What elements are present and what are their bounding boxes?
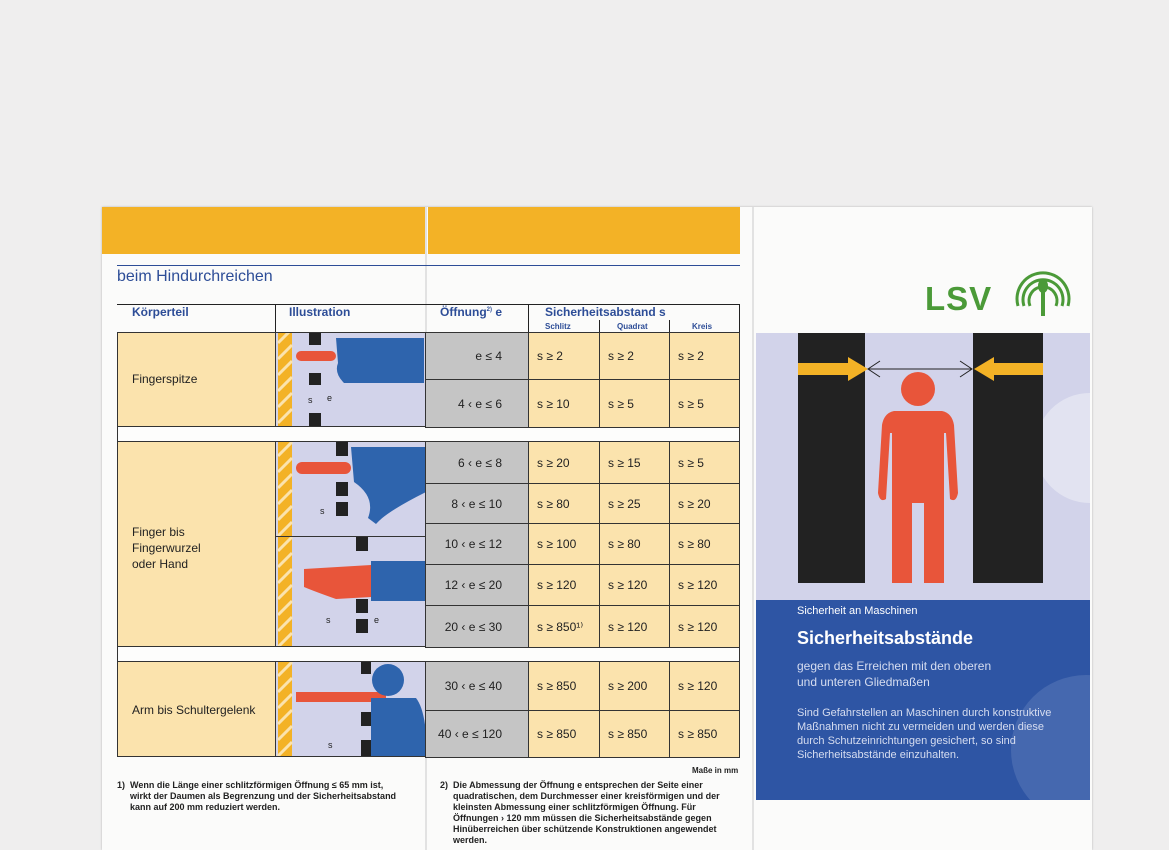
cell-slot-0 — [528, 332, 600, 380]
circle-value: s ≥ 120 — [678, 679, 718, 693]
square-value: s ≥ 200 — [608, 679, 648, 693]
footnote-2: Die Abmessung der Öffnung e entsprechen der Seite einer quadratischen, dem Durchmesser einer kreisförmigen und der kleinsten Abmessung einer schlitzförmigen Öffnung. Für Öffnungen › 120 mm müssen die Sicherheitsabstände gegen Hinüberreichen über schützende Konstruktionen angewendet werden. — [453, 780, 720, 845]
illustration-hand-lower — [275, 536, 426, 647]
cover-subtitle-line-2: und unteren Gliedmaßen — [797, 675, 930, 689]
cell-square-6 — [599, 605, 670, 648]
yellow-header-bar-middle — [428, 207, 740, 254]
header-opening-label: Öffnung — [440, 305, 487, 319]
circle-value: s ≥ 850 — [678, 727, 718, 741]
cell-opening-7 — [425, 661, 529, 711]
cell-circle-4 — [669, 523, 740, 565]
opening-value: 20 ‹ e ≤ 30 — [444, 619, 502, 634]
cell-slot-4 — [528, 523, 600, 565]
finger-diagram — [276, 442, 426, 537]
svg-text:s: s — [326, 615, 331, 625]
cover-body-line-4: Sicherheitsabstände einzuhalten. — [797, 749, 960, 761]
cover-body-line-2: Maßnahmen nicht zu vermeiden und werden diese — [797, 721, 1045, 733]
square-value: s ≥ 5 — [608, 396, 634, 411]
cover-body-line-3: durch Schutzeinrichtungen gesichert, so sind — [797, 735, 1016, 747]
svg-text:e: e — [327, 393, 333, 403]
header-opening — [440, 305, 502, 319]
cell-circle-5 — [669, 564, 740, 606]
cell-slot-6 — [528, 605, 600, 648]
cell-square-2 — [599, 441, 670, 484]
illustration-finger-upper — [275, 441, 426, 537]
group-gap-1 — [117, 426, 740, 442]
cell-opening-1 — [425, 379, 529, 428]
cell-circle-1 — [669, 379, 740, 428]
slot-value: s ≥ 850¹⁾ — [537, 619, 584, 634]
cell-slot-7 — [528, 661, 600, 711]
body-part-finger-hand: Finger bis Fingerwurzel oder Hand — [132, 525, 201, 571]
circle-value: s ≥ 20 — [678, 496, 711, 511]
header-opening-symbol: e — [495, 305, 503, 319]
header-divider-1 — [275, 304, 276, 332]
cover-subtitle-line-1: gegen das Erreichen mit den oberen — [797, 659, 992, 673]
cell-square-8 — [599, 710, 670, 758]
cell-slot-1 — [528, 379, 600, 428]
cell-square-4 — [599, 523, 670, 565]
slot-value: s ≥ 80 — [537, 496, 570, 511]
opening-value: 6 ‹ e ≤ 8 — [458, 455, 502, 470]
slot-value: s ≥ 850 — [537, 727, 577, 741]
header-divider-3 — [599, 320, 600, 332]
cover-illustration — [756, 333, 1090, 600]
circle-value: s ≥ 80 — [678, 537, 711, 551]
opening-value: 4 ‹ e ≤ 6 — [458, 396, 502, 411]
cell-opening-8 — [425, 710, 529, 758]
header-opening-note: 2) — [486, 307, 492, 313]
cover-subtitle — [797, 658, 991, 690]
cell-slot-3 — [528, 483, 600, 524]
hand-diagram — [276, 537, 426, 647]
header-divider-4 — [669, 320, 670, 332]
opening-value: 12 ‹ e ≤ 20 — [444, 578, 502, 592]
circle-value: s ≥ 120 — [678, 578, 718, 592]
slot-value: s ≥ 850 — [537, 679, 577, 693]
illustration-arm — [275, 661, 426, 757]
svg-text:e: e — [374, 615, 380, 625]
cell-circle-0 — [669, 332, 740, 380]
fold-line-2 — [752, 207, 754, 850]
cell-square-1 — [599, 379, 670, 428]
lsv-logo-text: LSV — [925, 280, 993, 317]
lsv-logo-icon — [1010, 256, 1076, 320]
footnote-1: Wenn die Länge einer schlitzförmigen Öffnung ≤ 65 mm ist, wirkt der Daumen als Begrenzung und der Sicherheitsabstand kann auf 200 mm reduziert werden. — [130, 780, 397, 812]
cell-circle-7 — [669, 661, 740, 711]
cell-circle-3 — [669, 483, 740, 524]
slot-value: s ≥ 100 — [537, 537, 577, 551]
cell-slot-8 — [528, 710, 600, 758]
cell-circle-2 — [669, 441, 740, 484]
square-value: s ≥ 2 — [608, 349, 634, 363]
cell-slot-2 — [528, 441, 600, 484]
slot-value: s ≥ 20 — [537, 455, 570, 470]
cell-opening-2 — [425, 441, 529, 484]
footnote-1-mark: 1) — [117, 780, 126, 790]
header-circle: Kreis — [692, 322, 713, 331]
opening-value: 40 ‹ e ≤ 120 — [438, 727, 502, 741]
header-divider-5 — [739, 304, 740, 332]
fingertip-diagram — [276, 333, 426, 427]
header-body-part: Körperteil — [132, 305, 189, 319]
header-illustration: Illustration — [289, 305, 351, 319]
circle-value: s ≥ 120 — [678, 619, 718, 634]
footnote-2-mark: 2) — [440, 780, 449, 790]
cell-square-7 — [599, 661, 670, 711]
svg-text:s: s — [328, 740, 333, 750]
body-part-arm: Arm bis Schultergelenk — [132, 703, 256, 717]
illustration-fingertip — [275, 332, 426, 427]
header-safety-distance: Sicherheitsabstand s — [545, 305, 666, 319]
square-value: s ≥ 80 — [608, 537, 641, 551]
cell-opening-5 — [425, 564, 529, 606]
header-square: Quadrat — [617, 322, 648, 331]
cover-title: Sicherheitsabstände — [797, 628, 974, 648]
svg-text:s: s — [320, 506, 325, 516]
units-note: Maße in mm — [692, 766, 739, 775]
circle-value: s ≥ 2 — [678, 349, 704, 363]
cover-body-text — [797, 706, 1051, 762]
cell-opening-0 — [425, 332, 529, 380]
slot-value: s ≥ 120 — [537, 578, 577, 592]
square-value: s ≥ 25 — [608, 496, 641, 511]
opening-value: 10 ‹ e ≤ 12 — [444, 537, 502, 551]
slot-value: s ≥ 10 — [537, 396, 570, 411]
cell-opening-4 — [425, 523, 529, 565]
cover-series: Sicherheit an Maschinen — [797, 605, 918, 617]
cell-square-3 — [599, 483, 670, 524]
group-gap-2 — [117, 646, 740, 662]
slot-value: s ≥ 2 — [537, 349, 563, 363]
cell-opening-3 — [425, 483, 529, 524]
square-value: s ≥ 850 — [608, 727, 648, 741]
square-value: s ≥ 15 — [608, 455, 641, 470]
opening-value: 30 ‹ e ≤ 40 — [444, 679, 502, 693]
cell-square-5 — [599, 564, 670, 606]
square-value: s ≥ 120 — [608, 619, 648, 634]
square-value: s ≥ 120 — [608, 578, 648, 592]
cover-body-line-1: Sind Gefahrstellen an Maschinen durch konstruktive — [797, 707, 1052, 719]
arm-diagram — [276, 662, 426, 757]
section-title: beim Hindurchreichen — [117, 268, 273, 285]
cell-opening-6 — [425, 605, 529, 648]
body-part-fingertip: Fingerspitze — [132, 372, 198, 386]
svg-text:s: s — [308, 395, 313, 405]
title-rule — [117, 265, 740, 266]
opening-value: e ≤ 4 — [475, 349, 502, 363]
circle-value: s ≥ 5 — [678, 396, 704, 411]
cell-circle-8 — [669, 710, 740, 758]
header-divider-2 — [528, 304, 529, 332]
cell-slot-5 — [528, 564, 600, 606]
opening-value: 8 ‹ e ≤ 10 — [451, 496, 502, 511]
yellow-header-bar-left — [102, 207, 425, 254]
cell-square-0 — [599, 332, 670, 380]
header-slot: Schlitz — [545, 322, 571, 331]
cell-circle-6 — [669, 605, 740, 648]
circle-value: s ≥ 5 — [678, 455, 704, 470]
